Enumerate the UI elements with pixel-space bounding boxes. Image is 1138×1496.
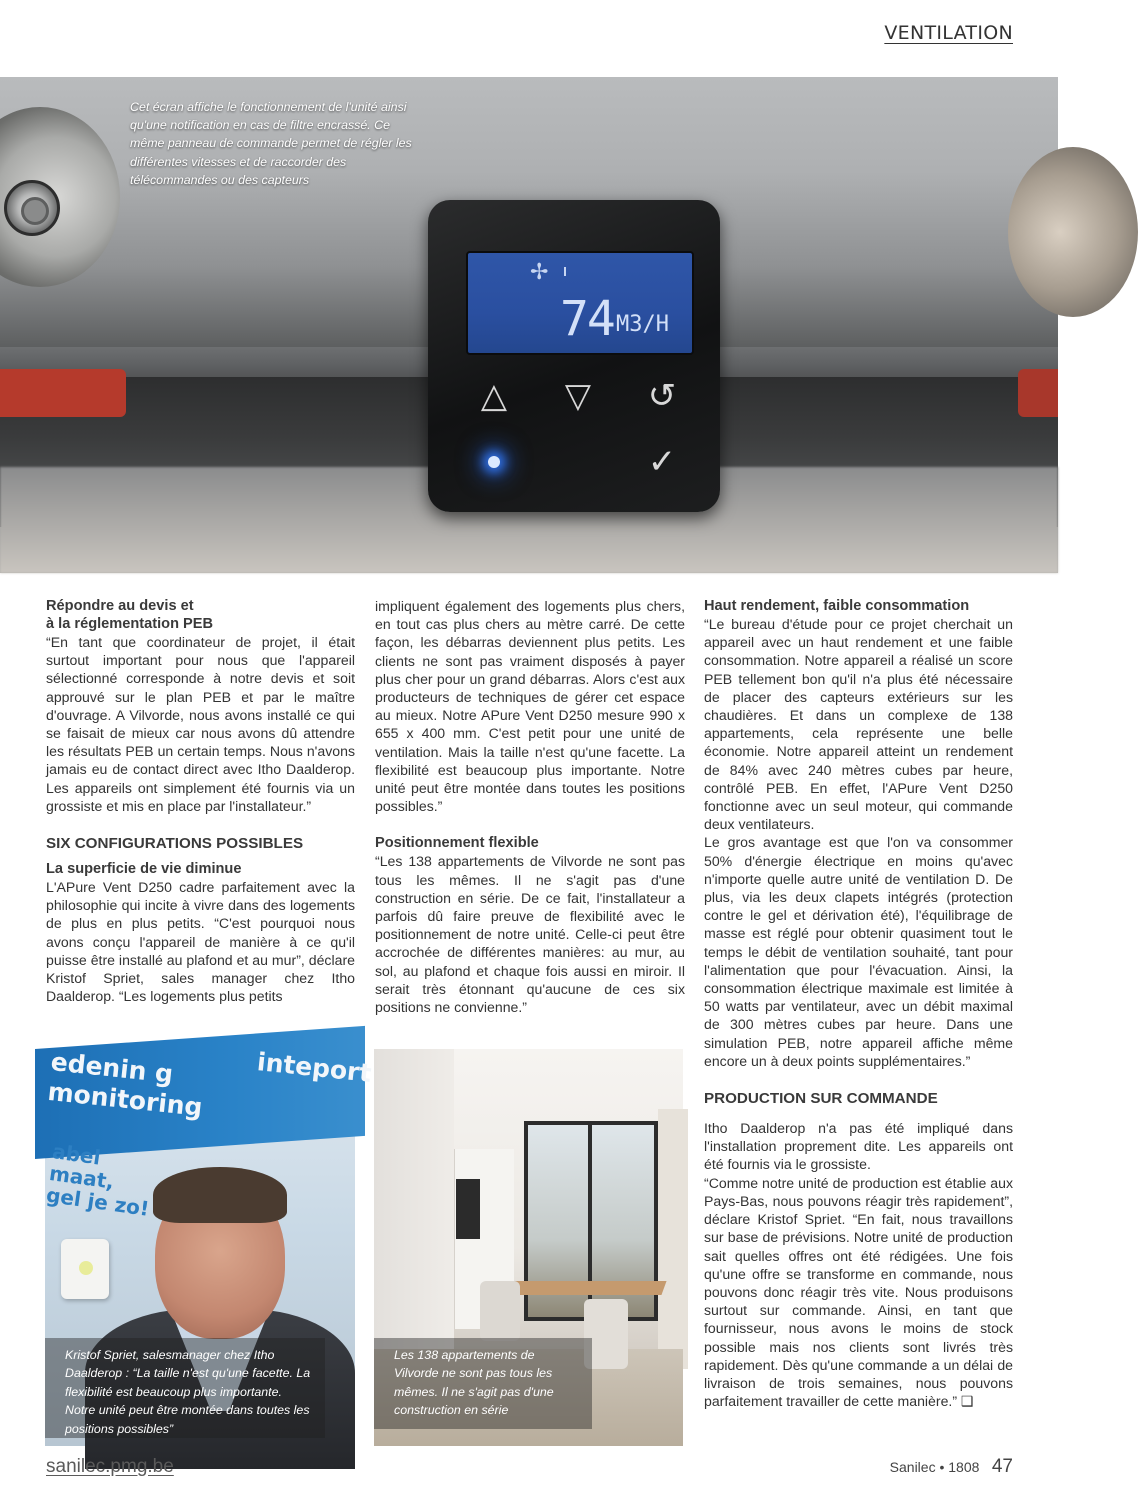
banner-line: monitoring [46, 1076, 204, 1122]
metal-knob-right [1008, 147, 1138, 317]
section-tag: VENTILATION [884, 22, 1013, 44]
control-panel [428, 200, 720, 512]
airflow-value: 74 [560, 291, 614, 347]
red-tab-right [1018, 369, 1058, 417]
screw-icon [4, 180, 60, 236]
heading-repondre-line1: Répondre au devis et [46, 598, 194, 614]
section-heading: PRODUCTION SUR COMMANDE [704, 1090, 938, 1108]
down-triangle-icon: ▽ [564, 376, 592, 416]
paragraph: Itho Daalderop n'a pas été impliqué dans l'installation proprement dite. Les appareils ont été fournis via le grossiste. [704, 1120, 1013, 1173]
fan-level-indicator [564, 267, 566, 276]
paragraph: “En tant que coordinateur de projet, il était surtout important pour nous que l'appareil sélectionné corresponde à notre devis et soit approuvé sur le plan PEB et par le maître d'ouvrage. A Vilvorde, nous avons installé ce qui se faisait de mieux car nous avons dû attendre les résultats PEB un certain temps. Nous n'avons jamais eu de contact direct avec Itho Daalderop. Les appareils ont simplement été fournis via un grossiste et mis en place par l'installateur.” [46, 634, 355, 814]
paragraph: “Les 138 appartements de Vilvorde ne sont pas tous les mêmes. Il ne s'agit pas d'une construction en série. De ce fait, l'installateur a parfois dû faire preuve de flexibilité avec le positionnement de notre unité. Celle-ci peut être accrochée de différentes manières: au mur, au sol, au plafond et chaque fois aussi en miroir. Il serait très étonnant qu'aucune de ces six positions ne convienne.” [375, 853, 685, 1016]
portrait-caption: Kristof Spriet, salesmanager chez Itho Daalderop : “La taille n'est qu'une facette. La flexibilité est beaucoup plus importante. Notre unité peut être montée dans toutes les positions possibles” [45, 1338, 325, 1438]
banner-line: edenin g [49, 1047, 175, 1089]
page-number: 47 [991, 1456, 1013, 1477]
hair [153, 1167, 287, 1223]
back-arrow-icon: ↺ [647, 376, 677, 416]
section-heading: SIX CONFIGURATIONS POSSIBLES [46, 835, 304, 853]
magazine-issue: Sanilec • 1808 [889, 1459, 980, 1475]
wall-device [61, 1239, 109, 1299]
chair [480, 1281, 520, 1341]
fan-icon: ✢ [530, 259, 549, 284]
check-icon: ✓ [647, 442, 677, 482]
heading-repondre-line2: à la réglementation PEB [46, 616, 214, 632]
airflow-unit: M3/H [616, 312, 669, 337]
hero-caption: Cet écran affiche le fonctionnement de l'unité ainsi qu'une notification en cas de filtre encrassé. Ce même panneau de commande permet de régler les différentes vitesses et de raccorder des télécommandes ou des capteurs [130, 100, 412, 187]
curtain [658, 1109, 688, 1369]
up-triangle-icon: △ [480, 376, 508, 416]
hero-photo [0, 77, 1058, 573]
oven [456, 1179, 480, 1239]
column-2 [375, 597, 685, 1016]
subheading: Positionnement flexible [375, 835, 539, 852]
footer-url-link[interactable]: sanilec.pmg.be [46, 1456, 174, 1477]
paragraph: “Comme notre unité de production est établie aux Pays-Bas, nous pouvons réagir très rapidement”, déclare Kristof Spriet. “En fait, nous travaillons sur base de prévisions. Notre unité de production sait quelles offres ont été rédigées. Une fois qu'une offre se transforme en commande, nous pouvons donc réagir très vite. Nous produisons surtout sur commande. Ainsi, en tant que fournisseur, nous avons le moins de stock possible mais nos clients sont livrés très rapidement. Dès qu'une commande a un délai de livraison de trois semaines, nous pouvons parfaitement travailler de cette manière.” ❑ [704, 1174, 1013, 1410]
banner-text-right: inteport [255, 1047, 373, 1088]
apartment-caption: Les 138 appartements de Vilvorde ne sont pas tous les mêmes. Il ne s'agit pas d'une construction en série [374, 1338, 592, 1429]
paragraph: “Le bureau d'étude pour ce projet cherchait un appareil avec un haut rendement et une faible consommation. Notre appareil a réalisé un score PEB tellement bon qu'il n'a plus été nécessaire de placer des capteurs extérieurs sur les chaudières. Et dans un complexe de 138 appartements, cela représente une belle économie. Notre appareil atteint un rendement de 84% avec 240 mètres cubes par heure, contrôlé PEB. En effet, l'APure Vent D250 fonctionne avec un seul moteur, qui commande deux ventilateurs. [704, 616, 1013, 833]
poster-words: abel maat, gel je zo! [44, 1139, 151, 1221]
paragraph: impliquent également des logements plus chers, en tout cas plus chers au mètre carré. De cette façon, les débarras deviennent plus petits. Les clients ne sont pas vraiment disposés à payer plus cher pour un grand débarras. Alors c'est aux producteurs de techniques de gérer cet espace au mieux. Notre APure Vent D250 mesure 990 x 655 x 400 mm. C'est petit pour une unité de ventilation. Mais la taille n'est qu'une facette. La flexibilité est beaucoup plus importante. Notre unité peut être montée dans toutes les positions possibles.” [375, 598, 685, 815]
column-3 [704, 597, 1013, 1410]
column-1 [46, 597, 355, 1005]
led-indicator [488, 456, 500, 468]
red-tab [0, 369, 126, 417]
subheading: Haut rendement, faible consommation [704, 598, 970, 614]
lcd-display [466, 251, 694, 355]
paragraph: Le gros avantage est que l'on va consommer 50% d'énergie électrique en moins qu'avec n'importe quelle autre unité de ventilation D. De plus, via les deux clapets intégrés (protection contre le gel et dérivation été), l'équilibrage de masse est réglé pour obtenir quasiment tout le temps le débit de ventilation souhaité, tant pour l'alimentation que pour l'évacuation. Ainsi, la consommation électrique maximale est limitée à 50 watts par ventilateur, avec un débit maximal de 300 mètres cubes par heure. Dans une simulation PEB, notre appareil affiche même encore un à deux points supplémentaires.” [704, 834, 1013, 1069]
paragraph: L'APure Vent D250 cadre parfaitement avec la philosophie qui incite à vivre dans des logements de plus en plus petits. “C'est pourquoi nous avons conçu l'appareil de manière à ce qu'il puisse être installé au plafond et au mur”, déclare Kristof Spriet, sales manager chez Itho Daalderop. “Les logements plus petits [46, 879, 355, 1005]
subheading: La superficie de vie diminue [46, 861, 242, 878]
footer-right [890, 1456, 1013, 1478]
